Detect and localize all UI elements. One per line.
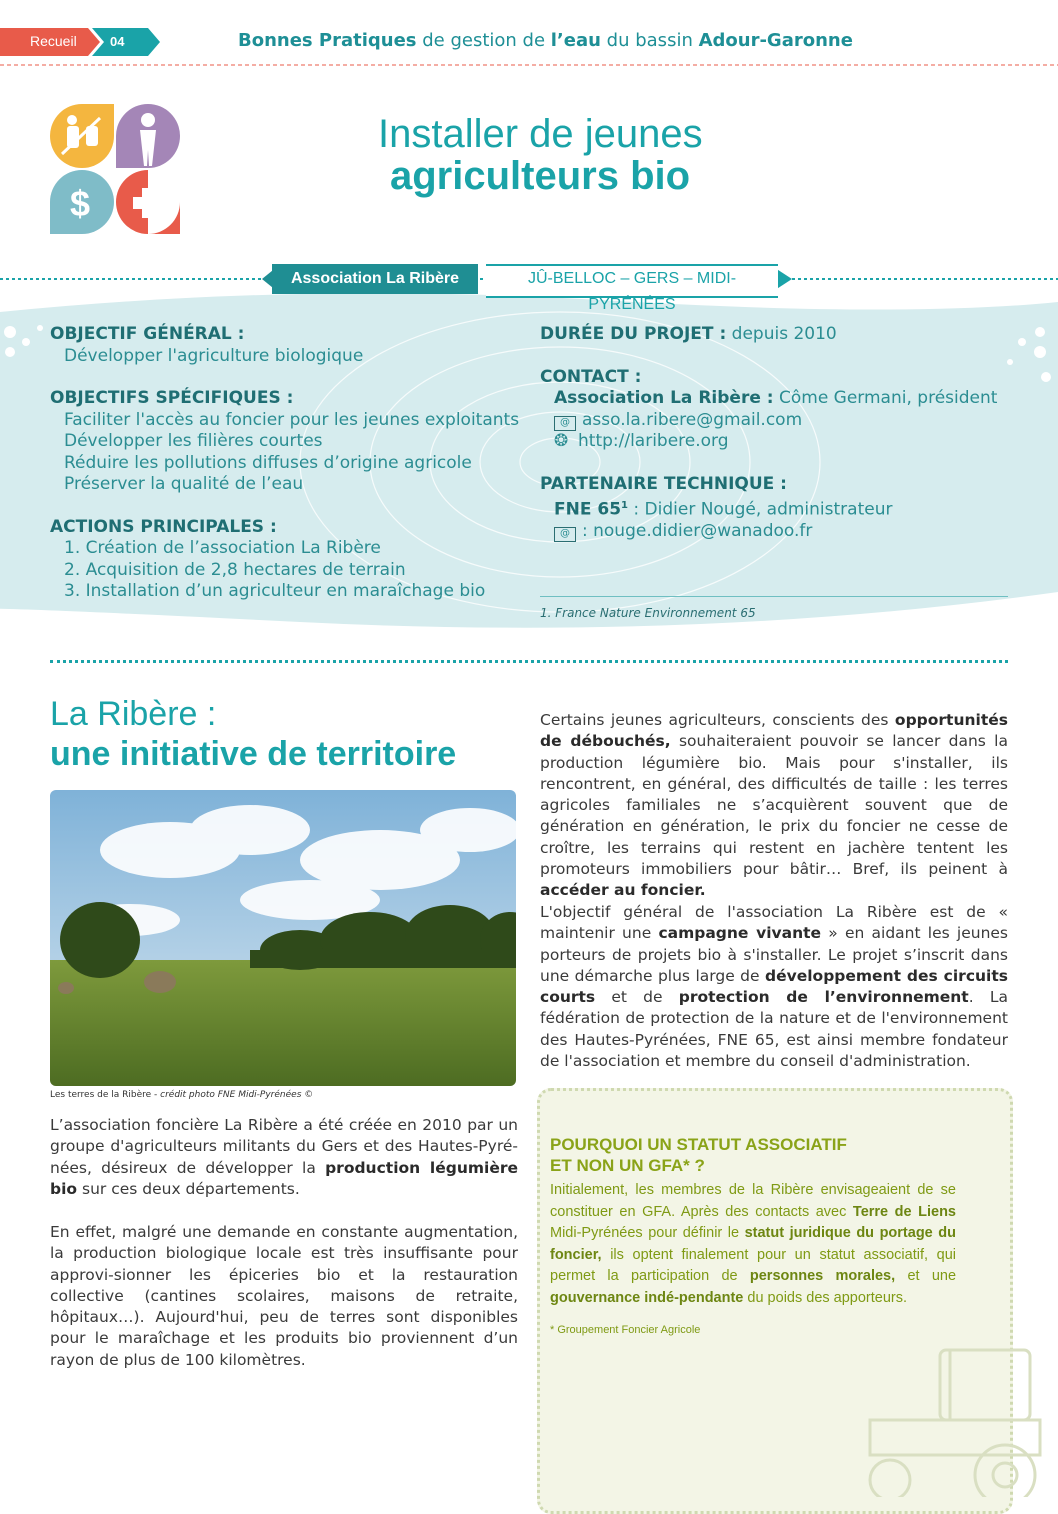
partenaire-footnote-ref: 1 [621, 500, 628, 511]
box-title [550, 1134, 847, 1176]
contact-label: CONTACT : [540, 366, 642, 387]
text-run-bold: personnes morales, [749, 1268, 896, 1284]
left-paragraph-1 [50, 1115, 518, 1200]
header-title-part4: du bassin [600, 30, 699, 51]
action-item: 2. Acquisition de 2,8 hectares de terrain [64, 559, 406, 580]
text-run-bold: accéder au foncier. [540, 881, 706, 900]
header-title-part5: Adour-Garonne [698, 30, 853, 51]
recueil-label: Recueil [30, 33, 77, 49]
text-run-bold: Terre de Liens [852, 1203, 956, 1220]
page-title-line1: Installer de jeunes [378, 112, 703, 156]
field-photo [50, 790, 516, 1086]
info-right-column [540, 324, 1008, 543]
objectif-specifique-item: Réduire les pollutions diffuses d’origine agricole [64, 452, 472, 473]
text-run-bold: développement des circuits courts [540, 966, 1008, 1007]
photo-caption-text: Les terres de la Ribère - [50, 1090, 158, 1100]
text-run: Initialement, les membres de la Ribère envisageaient de se constituer en GFA. Après des contacts avec [550, 1182, 956, 1220]
email-icon: @ [554, 416, 576, 431]
text-run: » en aidant les jeunes porteurs de projets bio à s'installer. Le projet s’inscrit dans une démarche plus large de [540, 924, 1008, 985]
footnote-divider [540, 596, 1008, 597]
text-run: du poids des apporteurs. [743, 1289, 908, 1306]
contact-person: Côme Germani, président [773, 388, 998, 408]
partenaire-label: PARTENAIRE TECHNIQUE : [540, 473, 787, 494]
association-badge: Association La Ribère [272, 264, 478, 294]
text-run: L’association foncière La Ribère a été créée en 2010 par un groupe d'agriculteurs militants du Gers et des Hautes-Pyré-nées, désireux de développer la [50, 1116, 518, 1177]
recueil-tab [0, 28, 160, 56]
contact-email-link[interactable]: asso.la.ribere@gmail.com [582, 409, 803, 430]
right-paragraph-2 [540, 902, 1008, 1072]
box-text [550, 1180, 956, 1309]
text-run: ils optent finalement pour un statut associatif, qui permet la participation de [550, 1246, 956, 1284]
header-title-part2: de gestion de [416, 30, 551, 51]
text-run-bold: production légumière bio [50, 1158, 518, 1198]
location-label: JÛ-BELLOC – GERS – MIDI-PYRÉNÉES [486, 264, 778, 298]
text-run: . La fédération de protection de la nature et de l'environnement des Hautes-Pyrénées, FNE 65, est ainsi membre fondateur de l'association et membre du conseil d'administration. [540, 988, 1008, 1071]
box-title-line1: POURQUOI UN STATUT ASSOCIATIF [550, 1135, 847, 1154]
health-cross-icon [116, 170, 180, 234]
email-icon: @ [554, 527, 576, 542]
header-title-part3: l’eau [550, 30, 601, 51]
text-run: et une [895, 1268, 957, 1284]
text-run: L'objectif général de l'association La Ribère est de « maintenir une [540, 903, 1008, 943]
web-icon: ❂ [554, 431, 569, 451]
text-run-bold: gouvernance indé-pendante [550, 1289, 744, 1306]
objectif-general-value: Développer l'agriculture biologique [64, 345, 364, 366]
text-run: Certains jeunes agriculteurs, conscients des [540, 711, 895, 729]
duree-label: DURÉE DU PROJET : [540, 324, 727, 344]
right-paragraph-1 [540, 710, 1008, 902]
action-item: 3. Installation d’un agriculteur en maraîchage bio [64, 581, 486, 601]
footnote: 1. France Nature Environnement 65 [540, 606, 756, 620]
person-icon [116, 104, 180, 168]
text-run-bold: campagne vivante [658, 924, 822, 943]
section-divider [50, 660, 1008, 663]
partenaire-org: FNE 65 [554, 499, 622, 520]
worker-icon [50, 104, 114, 168]
objectif-general-label: OBJECTIF GÉNÉRAL : [50, 324, 245, 344]
objectif-specifique-item: Développer les filières courtes [64, 431, 323, 451]
contact-org: Association La Ribère : [554, 388, 774, 408]
partenaire-email-link[interactable]: : nouge.didier@wanadoo.fr [582, 521, 813, 542]
info-left-column [50, 324, 520, 603]
box-title-line2: ET NON UN GFA* ? [550, 1156, 705, 1175]
objectif-specifique-item: Faciliter l'accès au foncier pour les jeunes exploitants [64, 409, 520, 430]
actions-label: ACTIONS PRINCIPALES : [50, 516, 277, 537]
section-title-line1: La Ribère : [50, 695, 217, 733]
text-run: Midi-Pyrénées pour définir le [550, 1225, 745, 1241]
left-paragraph-2: En effet, malgré une demande en constante augmentation, la production biologique locale est très insuffisante pour approvi-sionner les épiceries bio et la restauration collective (cantines scolaires, maisons de retraite, hôpitaux…). Aujourd'hui, peu de terres sont disponibles pour le maraîchage et les produits bio proviennent d’un rayon de plus de 100 kilomètres. [50, 1223, 518, 1369]
text-run-bold: statut juridique du portage du foncier, [550, 1225, 956, 1263]
photo-credit: crédit photo FNE Midi-Pyrénées © [157, 1090, 314, 1100]
photo-caption [50, 1090, 313, 1100]
header-title [238, 30, 853, 51]
text-run-bold: protection de l’environnement [678, 988, 969, 1007]
action-item: 1. Création de l’association La Ribère [64, 538, 381, 558]
dollar-icon [50, 170, 114, 234]
svg-text:$: $ [70, 183, 91, 224]
objectifs-specifiques-label: OBJECTIFS SPÉCIFIQUES : [50, 388, 294, 408]
partenaire-person: : Didier Nougé, administrateur [628, 499, 893, 520]
header-zigzag [0, 62, 1058, 68]
duree-value: depuis 2010 [726, 324, 837, 344]
text-run: et de [595, 988, 679, 1007]
contact-web-link[interactable]: http://laribere.org [578, 431, 729, 451]
tractor-icon [840, 1340, 1058, 1497]
box-footnote: * Groupement Foncier Agricole [550, 1324, 701, 1336]
page-title-line2: agriculteurs bio [390, 154, 691, 198]
recueil-number: 04 [110, 34, 125, 49]
text-run: sur ces deux départements. [77, 1179, 300, 1198]
section-title-line2: une initiative de territoire [50, 735, 457, 773]
header-title-part1: Bonnes Pratiques [238, 30, 417, 51]
text-run: souhaiteraient pouvoir se lancer dans la production légumière bio. Mais pour s'installer, ils rencontrent, en général, des difficultés de taille : les terres agricoles familiales ne s’acquièrent souvent que de génération en génération, le prix du foncier ne cesse de croître, les terrains qui restent en jachère tentent les promoteurs immobiliers pour bâtir… Bref, ils peinent à [540, 732, 1008, 879]
objectif-specifique-item: Préserver la qualité de l’eau [64, 474, 304, 494]
text-run-bold: opportunités de débouchés, [540, 711, 1008, 751]
